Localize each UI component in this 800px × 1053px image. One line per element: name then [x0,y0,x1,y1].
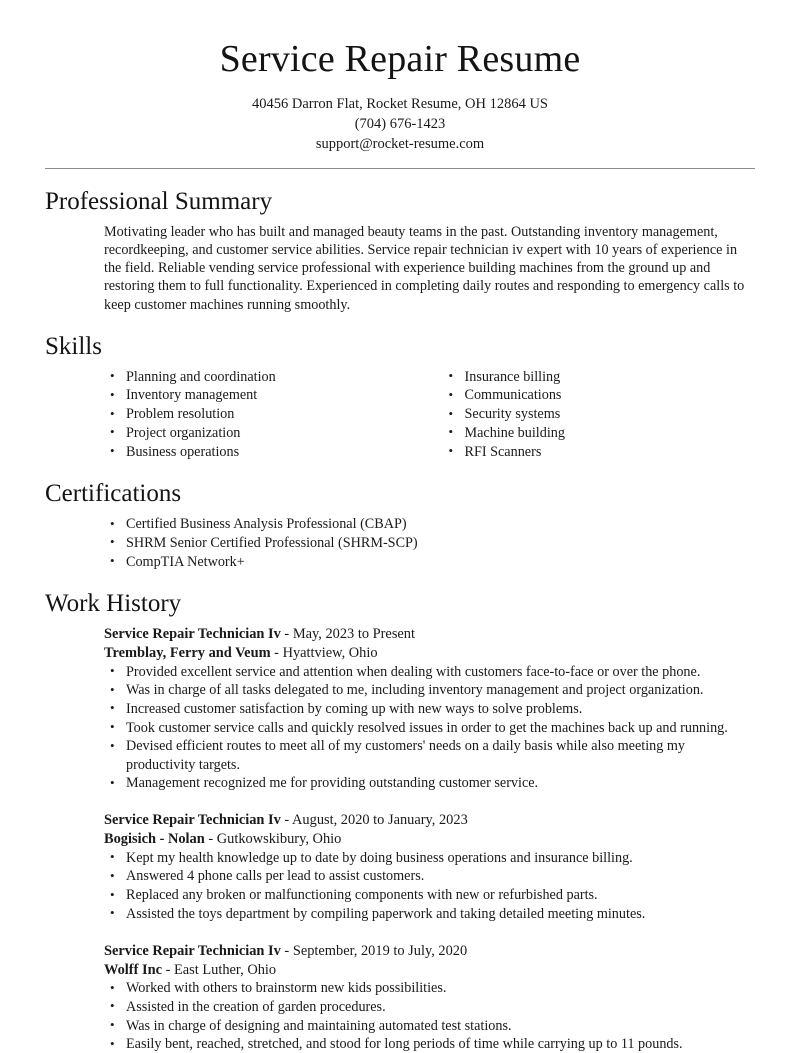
work-history-list [0,625,800,1053]
summary-body [0,223,800,314]
job-dates: August, 2020 to January, 2023 [292,812,468,829]
job-bullet-item: • Was in charge of all tasks delegated to me, including inventory management and project organization. [104,681,755,699]
job-title: Service Repair Technician Iv [104,812,281,829]
skill-item: • Business operations [104,443,430,461]
job-company: Bogisich - Nolan [104,831,205,848]
job-bullet-item: • Kept my health knowledge up to date by doing business operations and insurance billing. [104,849,755,867]
job-bullet-item: • Answered 4 phone calls per lead to assist customers. [104,867,755,885]
certification-item: • Certified Business Analysis Professional (CBAP) [104,515,755,533]
job-company-line [104,644,755,663]
job-bullet-item: • Assisted the toys department by compiling paperwork and taking detailed meeting minutes. [104,905,755,923]
work-history-entry [104,942,755,1053]
skill-item: • Inventory management [104,386,430,404]
skill-item: • Insurance billing [443,368,756,386]
job-bullet-item: • Was in charge of designing and maintaining automated test stations. [104,1017,755,1035]
job-separator: - [161,961,174,978]
job-separator: - [270,644,283,661]
skill-item: • Project organization [104,424,430,442]
section-professional-summary [0,169,800,314]
job-bullet-item: • Provided excellent service and attention when dealing with customers face-to-face or over the phone. [104,663,755,681]
job-dates: May, 2023 to Present [292,626,416,643]
skills-column-left [104,368,430,462]
job-bullet-item: • Management recognized me for providing outstanding customer service. [104,774,755,792]
skill-item: • Problem resolution [104,405,430,423]
job-location: Gutkowskibury, Ohio [216,831,342,848]
skill-item: • Machine building [443,424,756,442]
skills-columns [0,368,800,462]
skill-item: • Communications [443,386,756,404]
job-bullet-item: • Devised efficient routes to meet all of my customers' needs on a daily basis while also meeting my productivity targets. [104,737,755,773]
job-bullet-list [104,979,755,1053]
job-bullet-item: • Replaced any broken or malfunctioning components with new or refurbished parts. [104,886,755,904]
job-bullet-item: • Took customer service calls and quickly resolved issues in order to get the machines back up and running. [104,719,755,737]
skill-item: • Security systems [443,405,756,423]
job-bullet-list [104,849,755,923]
section-heading-skills: Skills [45,332,102,360]
work-history-entry [104,811,755,923]
section-work-history [0,571,800,1053]
job-separator: - [280,942,293,959]
job-company: Wolff Inc [104,961,162,978]
job-bullet-item: • Increased customer satisfaction by coming up with new ways to solve problems. [104,700,755,718]
job-dates: September, 2019 to July, 2020 [292,942,468,959]
page-title: Service Repair Resume [219,38,581,80]
work-history-entry [104,625,755,792]
job-title-line [104,625,755,644]
section-heading-certifications: Certifications [45,480,182,508]
certification-item: • CompTIA Network+ [104,553,755,571]
section-heading-work-history: Work History [45,590,182,618]
summary-text: Motivating leader who has built and managed beauty teams in the past. Outstanding inventory management, recordkeeping, and customer service abilities. Service repair technician iv expert with 10 years of experience in the field. Reliable vending service professional with experience building machines from the ground up and restoring them to full functionality. Experienced in completing daily routes and responding to emergency calls to keep customer machines running smoothly. [104,223,745,313]
job-company-line [104,961,755,980]
contact-block [0,94,800,154]
contact-email: support@rocket-resume.com [315,135,485,152]
job-location: East Luther, Ohio [173,961,277,978]
section-heading-summary: Professional Summary [45,187,273,215]
job-bullet-list [104,663,755,793]
contact-address: 40456 Darron Flat, Rocket Resume, OH 12864 US [251,95,548,112]
job-bullet-item: • Worked with others to brainstorm new kids possibilities. [104,979,755,997]
skills-list-left [104,368,430,461]
job-title-line [104,811,755,830]
job-bullet-item: • Assisted in the creation of garden procedures. [104,998,755,1016]
certification-item: • SHRM Senior Certified Professional (SHRM-SCP) [104,534,755,552]
skill-item: • RFI Scanners [443,443,756,461]
job-bullet-item: • Easily bent, reached, stretched, and stood for long periods of time while carrying up to 11 pounds. [104,1035,755,1053]
skills-list-right [443,368,756,461]
job-company-line [104,830,755,849]
certifications-body [0,515,800,571]
section-certifications [0,461,800,571]
job-separator: - [280,626,293,643]
job-location: Hyattview, Ohio [282,644,378,661]
job-title: Service Repair Technician Iv [104,626,281,643]
job-separator: - [280,812,293,829]
section-skills [0,314,800,462]
job-title: Service Repair Technician Iv [104,942,281,959]
contact-phone: (704) 676-1423 [354,115,446,132]
certifications-list [104,515,755,571]
job-company: Tremblay, Ferry and Veum [104,644,271,661]
skill-item: • Planning and coordination [104,368,430,386]
skills-column-right [430,368,756,462]
job-title-line [104,942,755,961]
job-separator: - [204,831,217,848]
